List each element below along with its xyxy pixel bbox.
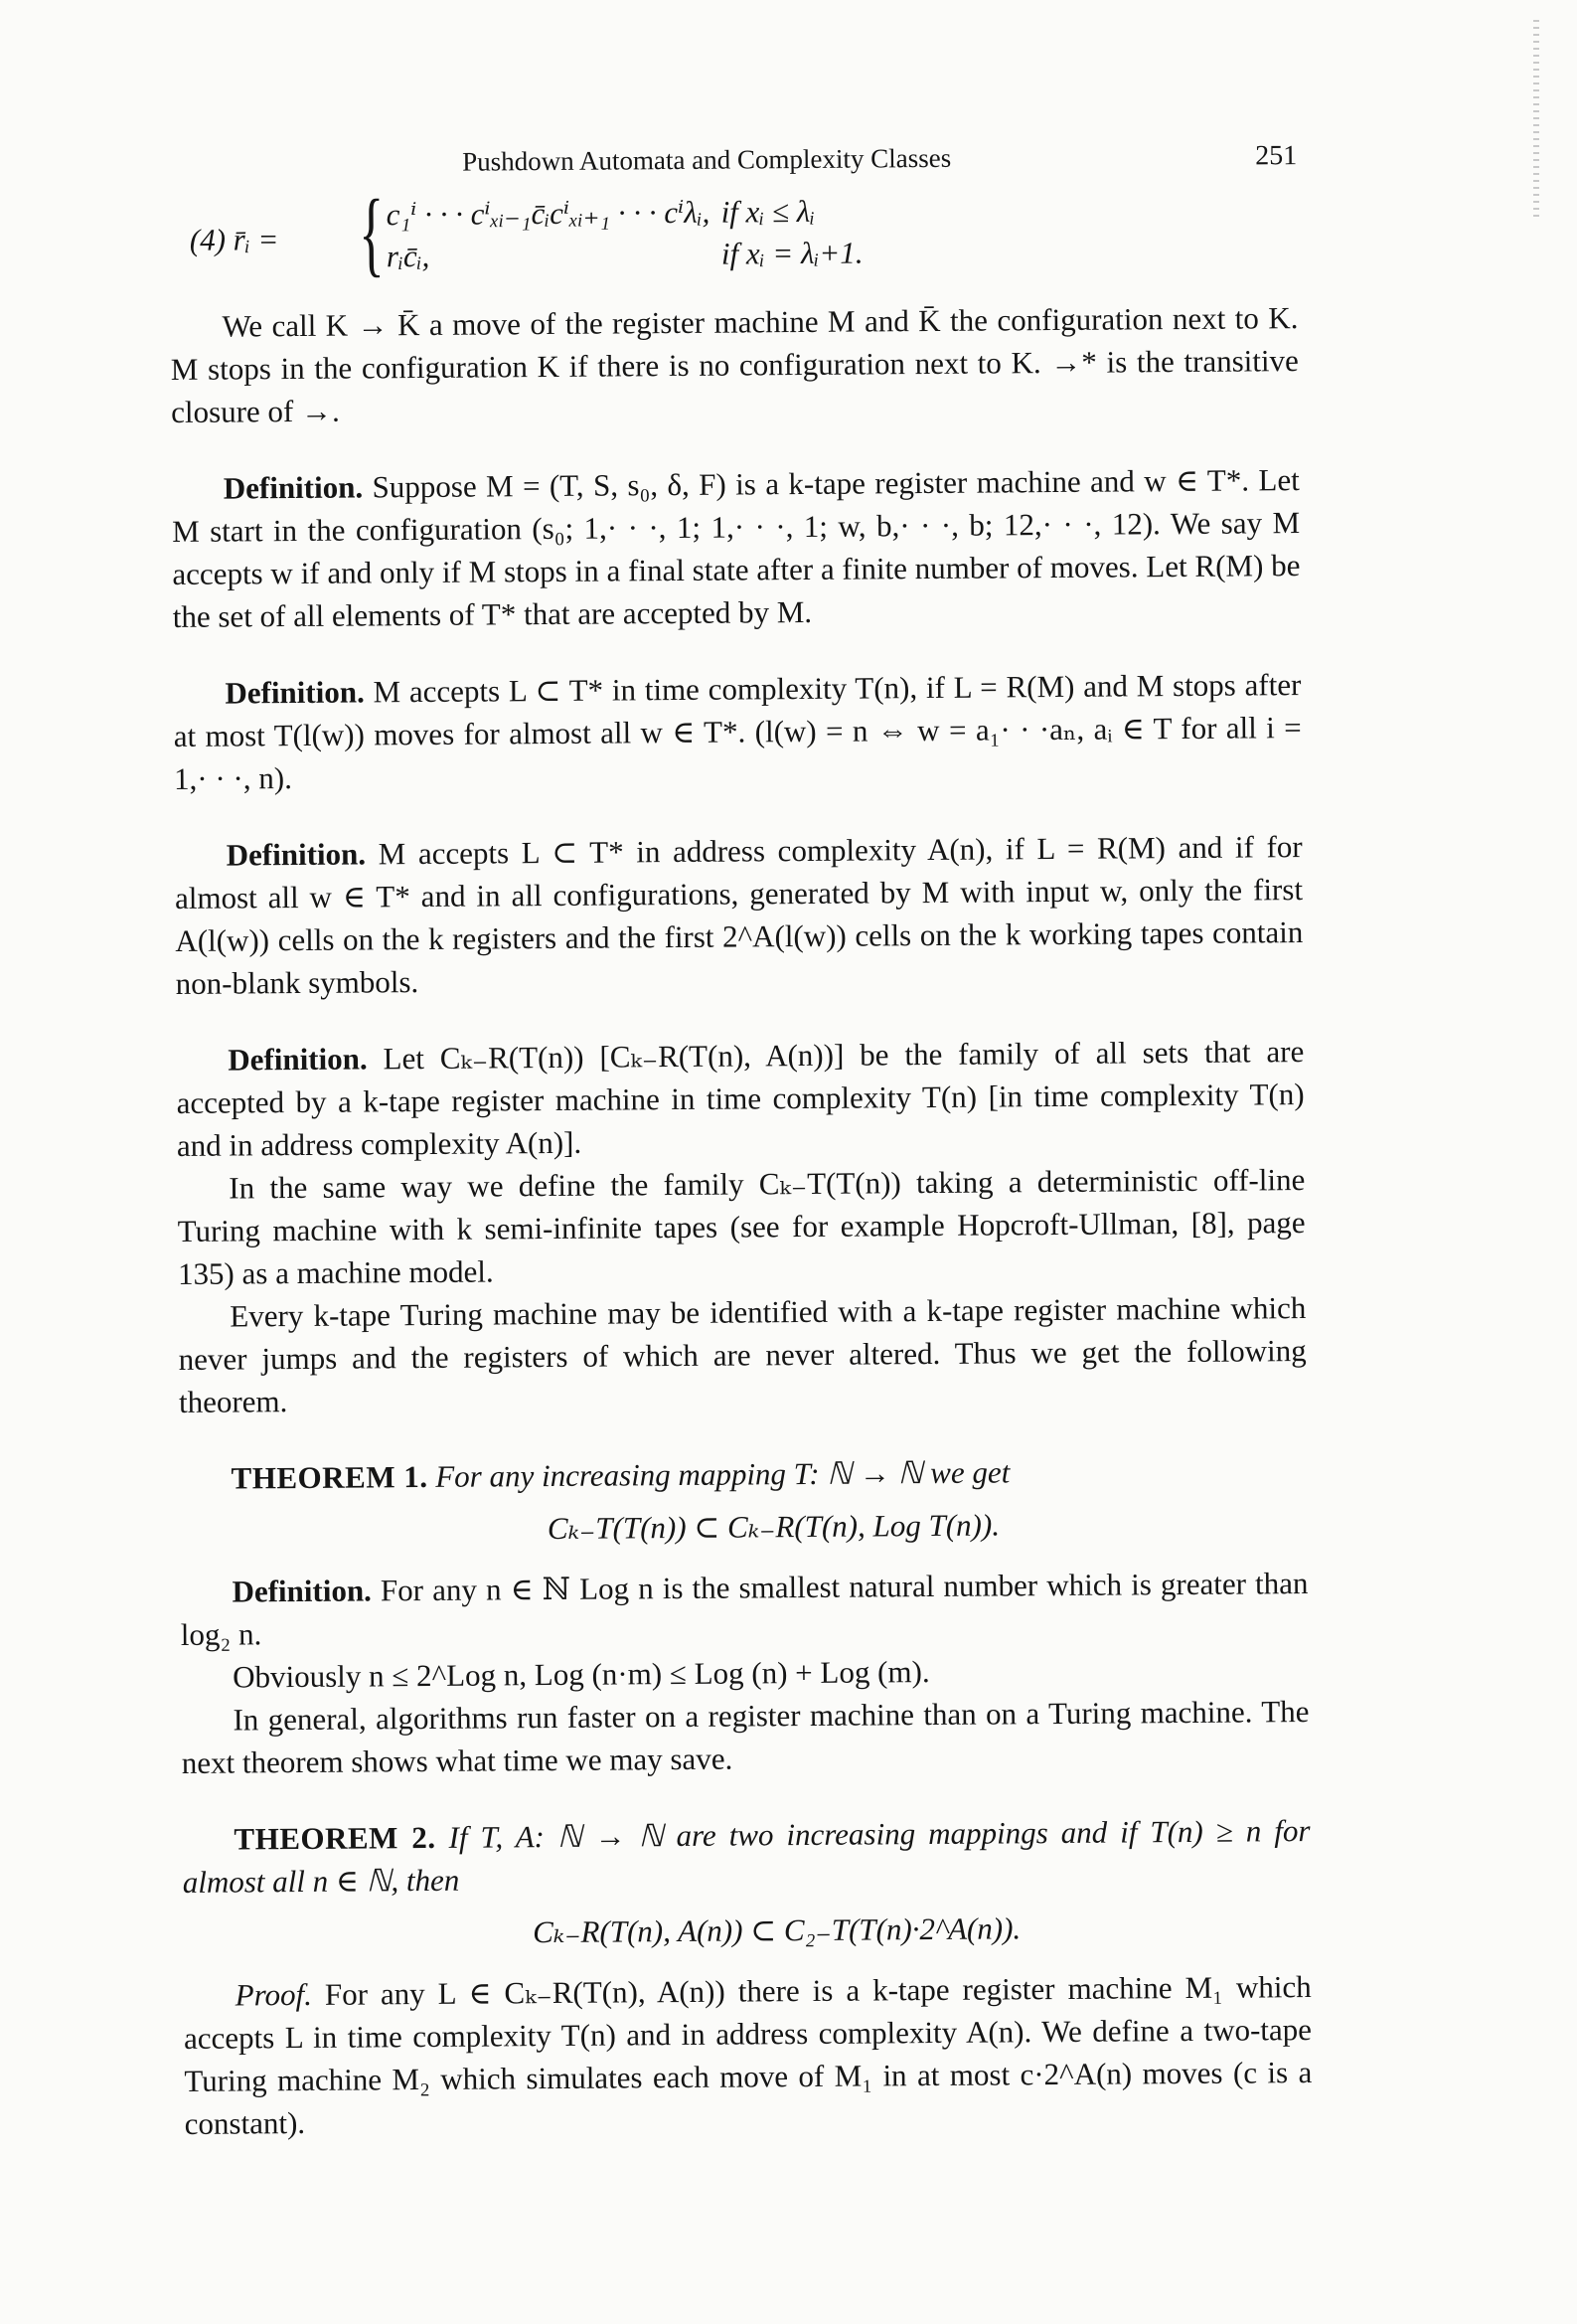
proof <box>184 1965 1313 2145</box>
page-header <box>169 128 1297 189</box>
paragraph-move-definition: We call K → K̄ a move of the register machine M and K̄ the configuration next to K. M stops in the configuration K if there is no configuration next to K. →* is the transitive closure of →. <box>170 300 1299 429</box>
cases-brace: { <box>358 179 385 286</box>
scan-edge-artifact <box>1533 20 1539 219</box>
definition-body: Suppose M = (T, S, s₀, δ, F) is a k-tape register machine and w ∈ T*. Let M start in the configuration (s₀; 1,· · ·, 1; 1,· · ·, 1; w, b,· · ·, b; 12,· · ·, 12). We say M accepts w if and only if M stops in a final state after a finite number of moves. Let R(M) be the set of all elements of T* that are accepted by M. <box>171 462 1301 634</box>
paragraph-obviously: Obviously n ≤ 2^Log n, Log (n·m) ≤ Log (n) + Log (m). <box>233 1654 930 1695</box>
definition-accepts <box>172 458 1301 638</box>
definition-body: M accepts L ⊂ T* in time complexity T(n), if L = R(M) and M stops after at most T(l(w)) moves for almost all w ∈ T*. (l(w) = n ⇔ w = a₁· · ·aₙ, aᵢ ∈ T for all i = 1,· · ·, n). <box>173 667 1302 796</box>
definition-log <box>180 1562 1309 1656</box>
theorem-2-formula: Cₖ₋R(T(n), A(n)) ⊂ C₂₋T(T(n)·2^A(n)). <box>533 1910 1022 1950</box>
definition-lead: Definition. <box>226 836 367 873</box>
theorem-lead: THEOREM 1. <box>231 1458 428 1496</box>
proof-lead: Proof. <box>235 1976 313 2013</box>
case1-condition: if xᵢ ≤ λᵢ <box>720 193 816 230</box>
proof-body: For any L ∈ Cₖ₋R(T(n), A(n)) there is a k-tape register machine M₁ which accepts L in time complexity T(n) and in address complexity A(n). We define a two-tape Turing machine M₂ which simulates each move of M₁ in at most c·2^A(n) moves (c is a constant). <box>183 1969 1313 2141</box>
book-page <box>169 128 1313 2145</box>
definition-body: Let Cₖ₋R(T(n)) [Cₖ₋R(T(n), A(n))] be the family of all sets that are accepted by a k-tape register machine in time complexity T(n) [in time complexity T(n) and in address complexity A(n)]. <box>176 1034 1305 1163</box>
case1-expression: c₁ⁱ · · · cⁱₓᵢ₋₁c̄ᵢcⁱₓᵢ₊₁ · · · cⁱλᵢ, <box>386 194 710 233</box>
paragraph-same-way: In the same way we define the family Cₖ₋T(T(n)) taking a deterministic off-line Turing machine with k semi-infinite tapes (see for example Hopcroft-Ullman, [8], page 135) as a machine model. <box>177 1162 1306 1291</box>
theorem-1 <box>179 1448 1307 1500</box>
running-title: Pushdown Automata and Complexity Classes <box>462 142 952 177</box>
definition-lead: Definition. <box>223 469 364 506</box>
definition-body: For any n ∈ ℕ Log n is the smallest natural number which is greater than log₂ n. <box>180 1566 1309 1652</box>
definition-lead: Definition. <box>232 1573 373 1609</box>
definition-time-complexity <box>173 663 1302 800</box>
theorem-lead: THEOREM 2. <box>234 1819 436 1857</box>
equation-label: (4) r̄ᵢ = <box>189 222 279 257</box>
definition-body: M accepts L ⊂ T* in address complexity A(n), if L = R(M) and if for almost all w ∈ T* and in all configurations, generated by M with input w, only the first A(l(w)) cells on the k registers and the first 2^A(l(w)) cells on the k working tapes contain non-blank symbols. <box>174 829 1304 1001</box>
case2-condition: if xᵢ = λᵢ+1. <box>720 235 864 271</box>
theorem-body: For any increasing mapping T: ℕ → ℕ we get <box>427 1454 1011 1494</box>
theorem-body: If T, A: ℕ → ℕ are two increasing mappings and if T(n) ≥ n for almost all n ∈ ℕ, then <box>182 1813 1311 1900</box>
definition-family <box>176 1030 1305 1167</box>
definition-lead: Definition. <box>228 1041 368 1078</box>
paragraph-every-tape: Every k-tape Turing machine may be identified with a k-tape register machine which never jumps and the registers of which are never altered. Thus we get the following theorem. <box>178 1290 1307 1419</box>
theorem-1-formula: Cₖ₋T(T(n)) ⊂ Cₖ₋R(T(n), Log T(n)). <box>547 1507 1001 1547</box>
page-number: 251 <box>1255 140 1298 172</box>
definition-lead: Definition. <box>225 674 365 711</box>
theorem-2 <box>182 1809 1311 1904</box>
case2-expression: rᵢc̄ᵢ, <box>386 238 430 274</box>
paragraph-in-general: In general, algorithms run faster on a register machine than on a Turing machine. The next theorem shows what time we may save. <box>181 1694 1310 1780</box>
definition-address-complexity <box>175 825 1304 1005</box>
equation-4 <box>169 180 1298 293</box>
